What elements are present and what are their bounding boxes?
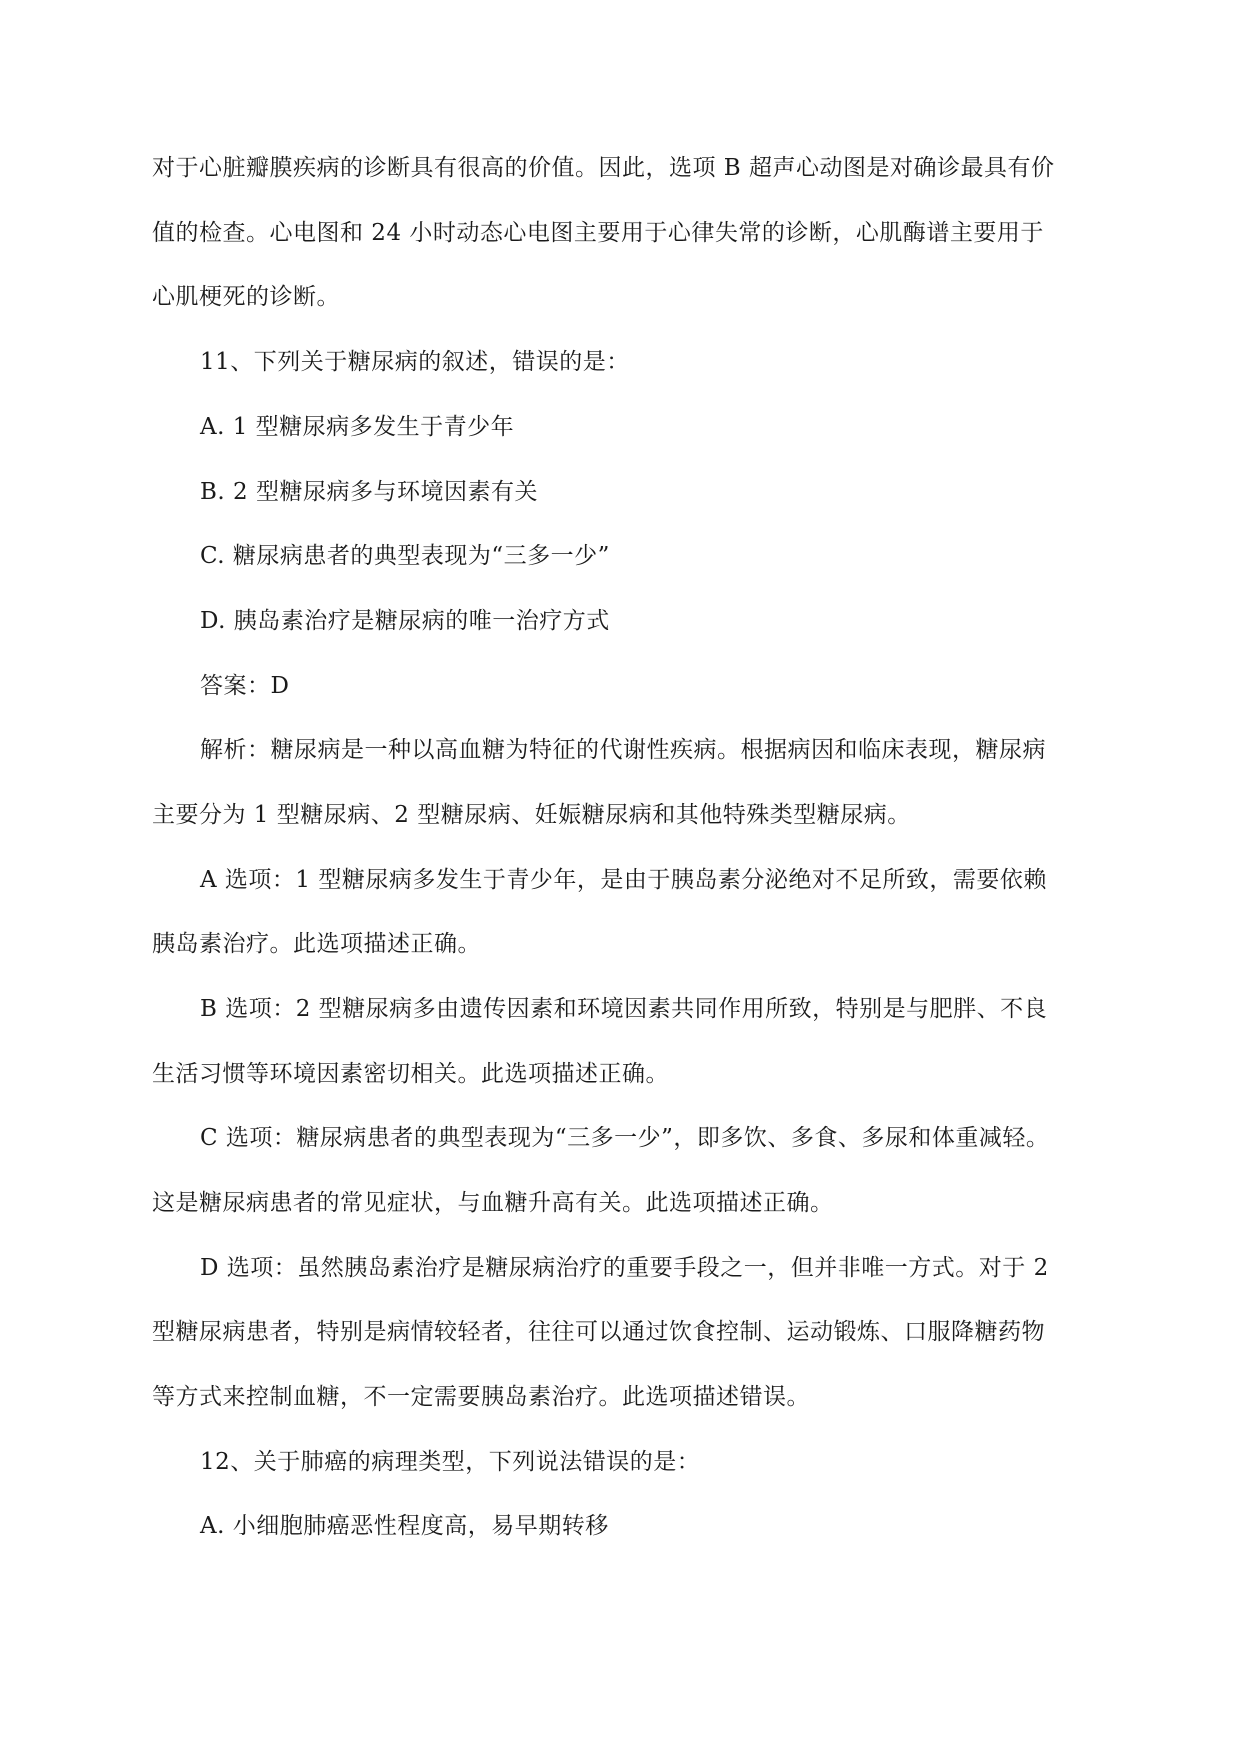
option-b: B. 2 型糖尿病多与环境因素有关 (200, 479, 538, 505)
analysis-line: 胰岛素治疗。此选项描述正确。 (152, 931, 481, 957)
paragraph-line: 对于心脏瓣膜疾病的诊断具有很高的价值。因此，选项 B 超声心动图是对确诊最具有价 (152, 155, 1055, 181)
analysis-line: 型糖尿病患者，特别是病情较轻者，往往可以通过饮食控制、运动锻炼、口服降糖药物 (152, 1319, 1045, 1345)
option-c: C. 糖尿病患者的典型表现为“三多一少” (200, 543, 610, 569)
analysis-line: 主要分为 1 型糖尿病、2 型糖尿病、妊娠糖尿病和其他特殊类型糖尿病。 (152, 802, 911, 828)
question-title: 12、关于肺癌的病理类型，下列说法错误的是： (200, 1449, 701, 1475)
option-d: D. 胰岛素治疗是糖尿病的唯一治疗方式 (200, 608, 610, 634)
analysis-line: A 选项：1 型糖尿病多发生于青少年，是由于胰岛素分泌绝对不足所致，需要依赖 (200, 867, 1047, 893)
analysis-line: 解析：糖尿病是一种以高血糖为特征的代谢性疾病。根据病因和临床表现，糖尿病 (200, 737, 1046, 763)
analysis-line: D 选项：虽然胰岛素治疗是糖尿病治疗的重要手段之一，但并非唯一方式。对于 2 (200, 1255, 1049, 1281)
paragraph-line: 值的检查。心电图和 24 小时动态心电图主要用于心律失常的诊断，心肌酶谱主要用于 (152, 220, 1044, 246)
option-a: A. 1 型糖尿病多发生于青少年 (200, 414, 515, 440)
analysis-line: 等方式来控制血糖，不一定需要胰岛素治疗。此选项描述错误。 (152, 1384, 810, 1410)
analysis-line: B 选项：2 型糖尿病多由遗传因素和环境因素共同作用所致，特别是与肥胖、不良 (200, 996, 1048, 1022)
analysis-line: 生活习惯等环境因素密切相关。此选项描述正确。 (152, 1061, 669, 1087)
answer-line: 答案：D (200, 673, 290, 699)
question-title: 11、下列关于糖尿病的叙述，错误的是： (200, 349, 630, 375)
paragraph-line: 心肌梗死的诊断。 (152, 284, 340, 310)
option-a: A. 小细胞肺癌恶性程度高，易早期转移 (200, 1513, 609, 1539)
analysis-line: 这是糖尿病患者的常见症状，与血糖升高有关。此选项描述正确。 (152, 1190, 834, 1216)
analysis-line: C 选项：糖尿病患者的典型表现为“三多一少”，即多饮、多食、多尿和体重减轻。 (200, 1125, 1050, 1151)
